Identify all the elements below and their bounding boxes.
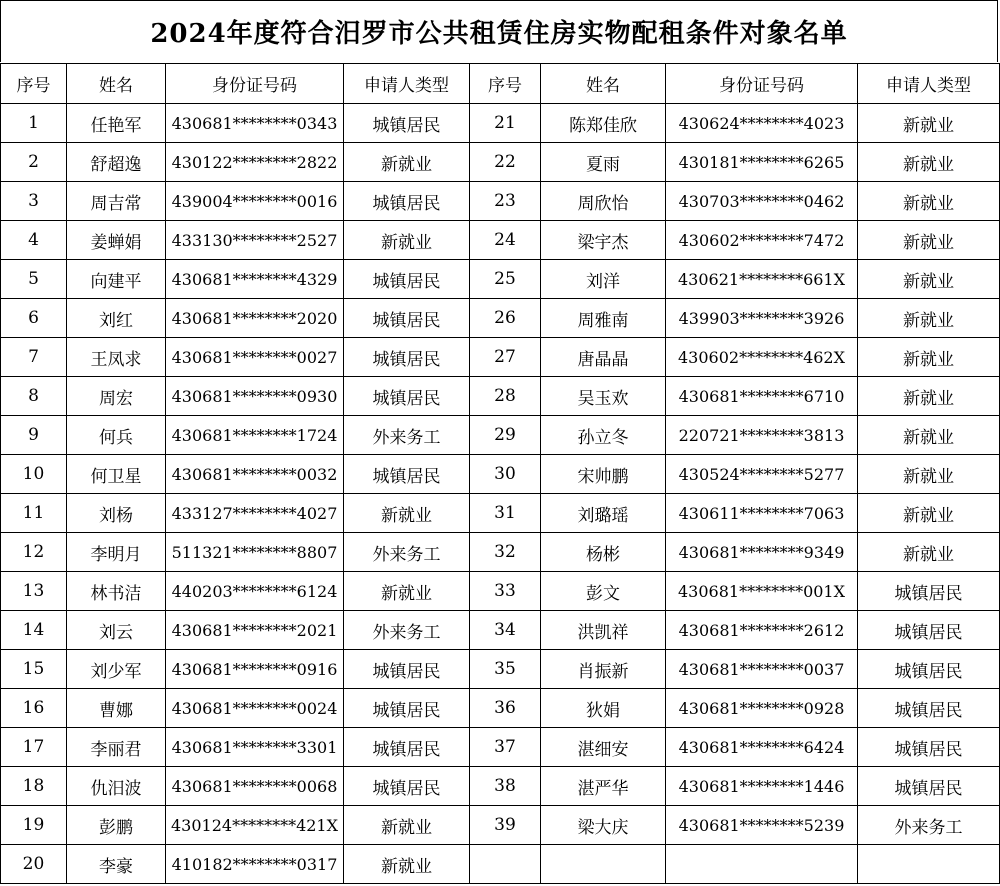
header-id: 身份证号码: [666, 64, 858, 104]
table-row: [1, 143, 1000, 182]
cell-type: 新就业: [858, 533, 1000, 572]
cell-type: 新就业: [858, 299, 1000, 338]
cell-type: 新就业: [858, 494, 1000, 533]
cell-no: 23: [470, 182, 541, 221]
cell-no: 19: [1, 806, 67, 845]
cell-no: 33: [470, 572, 541, 611]
table-row: [1, 377, 1000, 416]
cell-id: 430681********001X: [666, 572, 858, 611]
cell-id: 430681********9349: [666, 533, 858, 572]
cell-name: 周宏: [67, 377, 166, 416]
table-row: [1, 806, 1000, 845]
cell-type: 城镇居民: [858, 689, 1000, 728]
cell-name: 彭鹏: [67, 806, 166, 845]
cell-no: 6: [1, 299, 67, 338]
cell-no: 26: [470, 299, 541, 338]
cell-name: 吴玉欢: [541, 377, 666, 416]
cell-name: 陈郑佳欣: [541, 104, 666, 143]
cell-name: 舒超逸: [67, 143, 166, 182]
cell-id: 433127********4027: [166, 494, 344, 533]
cell-type: 外来务工: [858, 806, 1000, 845]
cell-name: 肖振新: [541, 650, 666, 689]
cell-name: 湛细安: [541, 728, 666, 767]
table-row: [1, 845, 1000, 884]
cell-type: 新就业: [344, 845, 470, 884]
cell-no: 8: [1, 377, 67, 416]
applicant-table: [0, 63, 1000, 884]
cell-no: 22: [470, 143, 541, 182]
cell-no: 18: [1, 767, 67, 806]
cell-no: 16: [1, 689, 67, 728]
cell-no: 25: [470, 260, 541, 299]
cell-type: [858, 845, 1000, 884]
cell-id: 439903********3926: [666, 299, 858, 338]
cell-id: 430703********0462: [666, 182, 858, 221]
cell-no: 10: [1, 455, 67, 494]
cell-name: 曹娜: [67, 689, 166, 728]
cell-type: 城镇居民: [344, 767, 470, 806]
cell-type: 新就业: [344, 494, 470, 533]
cell-type: 城镇居民: [858, 650, 1000, 689]
cell-id: 430621********661X: [666, 260, 858, 299]
cell-type: 新就业: [344, 572, 470, 611]
cell-type: 城镇居民: [344, 728, 470, 767]
header-id: 身份证号码: [166, 64, 344, 104]
cell-id: 430681********6710: [666, 377, 858, 416]
cell-name: 周吉常: [67, 182, 166, 221]
cell-name: 仇汨波: [67, 767, 166, 806]
cell-id: 430122********2822: [166, 143, 344, 182]
cell-name: 任艳军: [67, 104, 166, 143]
cell-name: 李丽君: [67, 728, 166, 767]
header-no: 序号: [470, 64, 541, 104]
cell-no: 21: [470, 104, 541, 143]
cell-type: 新就业: [858, 455, 1000, 494]
cell-name: 李明月: [67, 533, 166, 572]
cell-type: 新就业: [858, 377, 1000, 416]
cell-id: 430681********0024: [166, 689, 344, 728]
cell-name: 刘红: [67, 299, 166, 338]
cell-type: 城镇居民: [858, 728, 1000, 767]
cell-id: 430681********1446: [666, 767, 858, 806]
cell-name: 杨彬: [541, 533, 666, 572]
cell-id: 430681********3301: [166, 728, 344, 767]
cell-id: 430124********421X: [166, 806, 344, 845]
table-row: [1, 221, 1000, 260]
header-name: 姓名: [67, 64, 166, 104]
cell-name: 王凤求: [67, 338, 166, 377]
cell-type: 外来务工: [344, 533, 470, 572]
cell-id: 430681********4329: [166, 260, 344, 299]
cell-name: 宋帅鹏: [541, 455, 666, 494]
cell-id: 430681********0037: [666, 650, 858, 689]
cell-type: 新就业: [858, 104, 1000, 143]
table-row: [1, 689, 1000, 728]
table-row: [1, 611, 1000, 650]
cell-name: 刘少军: [67, 650, 166, 689]
cell-no: [470, 845, 541, 884]
cell-type: 城镇居民: [344, 260, 470, 299]
cell-name: 姜蝉娟: [67, 221, 166, 260]
table-row: [1, 728, 1000, 767]
cell-no: 29: [470, 416, 541, 455]
cell-no: 3: [1, 182, 67, 221]
header-type: 申请人类型: [344, 64, 470, 104]
cell-id: 430681********6424: [666, 728, 858, 767]
cell-name: 刘杨: [67, 494, 166, 533]
table-row: [1, 494, 1000, 533]
cell-id: 430681********0027: [166, 338, 344, 377]
cell-name: 何卫星: [67, 455, 166, 494]
cell-id: 410182********0317: [166, 845, 344, 884]
table-row: [1, 299, 1000, 338]
cell-type: 城镇居民: [858, 611, 1000, 650]
cell-id: 430681********0928: [666, 689, 858, 728]
cell-no: 37: [470, 728, 541, 767]
table-row: [1, 650, 1000, 689]
cell-no: 7: [1, 338, 67, 377]
cell-id: 430181********6265: [666, 143, 858, 182]
cell-no: 5: [1, 260, 67, 299]
cell-id: 430681********0916: [166, 650, 344, 689]
cell-type: 城镇居民: [858, 572, 1000, 611]
cell-name: 狄娟: [541, 689, 666, 728]
cell-name: 李豪: [67, 845, 166, 884]
cell-no: 30: [470, 455, 541, 494]
cell-id: 430602********7472: [666, 221, 858, 260]
cell-no: 11: [1, 494, 67, 533]
cell-name: 周雅南: [541, 299, 666, 338]
cell-name: 何兵: [67, 416, 166, 455]
cell-no: 31: [470, 494, 541, 533]
cell-no: 20: [1, 845, 67, 884]
cell-name: 湛严华: [541, 767, 666, 806]
cell-id: 430681********0343: [166, 104, 344, 143]
table-row: [1, 416, 1000, 455]
cell-type: 新就业: [858, 338, 1000, 377]
cell-no: 32: [470, 533, 541, 572]
cell-id: 430681********5239: [666, 806, 858, 845]
cell-type: 新就业: [858, 182, 1000, 221]
cell-name: 孙立冬: [541, 416, 666, 455]
cell-type: 新就业: [344, 143, 470, 182]
cell-id: 430681********2612: [666, 611, 858, 650]
cell-name: 唐晶晶: [541, 338, 666, 377]
cell-type: 新就业: [858, 143, 1000, 182]
cell-type: 新就业: [858, 416, 1000, 455]
table-row: [1, 338, 1000, 377]
cell-no: 27: [470, 338, 541, 377]
cell-id: [666, 845, 858, 884]
cell-no: 17: [1, 728, 67, 767]
cell-no: 13: [1, 572, 67, 611]
cell-type: 城镇居民: [344, 377, 470, 416]
cell-type: 城镇居民: [344, 299, 470, 338]
cell-name: 梁大庆: [541, 806, 666, 845]
cell-name: 夏雨: [541, 143, 666, 182]
cell-id: 430681********2021: [166, 611, 344, 650]
cell-id: 430681********2020: [166, 299, 344, 338]
cell-id: 430602********462X: [666, 338, 858, 377]
cell-no: 12: [1, 533, 67, 572]
table-row: [1, 104, 1000, 143]
cell-id: 439004********0016: [166, 182, 344, 221]
cell-type: 城镇居民: [858, 767, 1000, 806]
cell-type: 新就业: [858, 260, 1000, 299]
cell-name: 洪凯祥: [541, 611, 666, 650]
title-box: [0, 0, 998, 62]
table-row: [1, 260, 1000, 299]
cell-type: 城镇居民: [344, 689, 470, 728]
cell-id: 430624********4023: [666, 104, 858, 143]
cell-name: 刘璐瑶: [541, 494, 666, 533]
table-row: [1, 767, 1000, 806]
cell-id: 433130********2527: [166, 221, 344, 260]
cell-id: 430681********1724: [166, 416, 344, 455]
cell-id: 430681********0068: [166, 767, 344, 806]
cell-no: 14: [1, 611, 67, 650]
cell-no: 36: [470, 689, 541, 728]
cell-no: 39: [470, 806, 541, 845]
cell-type: 外来务工: [344, 611, 470, 650]
cell-no: 24: [470, 221, 541, 260]
cell-no: 35: [470, 650, 541, 689]
cell-type: 新就业: [344, 806, 470, 845]
cell-type: 城镇居民: [344, 650, 470, 689]
cell-id: 430524********5277: [666, 455, 858, 494]
header-type: 申请人类型: [858, 64, 1000, 104]
cell-id: 440203********6124: [166, 572, 344, 611]
cell-id: 430681********0930: [166, 377, 344, 416]
table-row: [1, 455, 1000, 494]
cell-no: 1: [1, 104, 67, 143]
cell-name: 林书洁: [67, 572, 166, 611]
cell-name: [541, 845, 666, 884]
cell-type: 城镇居民: [344, 338, 470, 377]
cell-id: 430681********0032: [166, 455, 344, 494]
table-row: [1, 572, 1000, 611]
cell-type: 外来务工: [344, 416, 470, 455]
cell-no: 9: [1, 416, 67, 455]
cell-no: 2: [1, 143, 67, 182]
cell-id: 511321********8807: [166, 533, 344, 572]
table-header-row: [1, 64, 1000, 104]
page-title: 2024年度符合汨罗市公共租赁住房实物配租条件对象名单: [150, 19, 848, 49]
cell-name: 彭文: [541, 572, 666, 611]
cell-name: 刘洋: [541, 260, 666, 299]
cell-name: 梁宇杰: [541, 221, 666, 260]
cell-type: 城镇居民: [344, 104, 470, 143]
header-no: 序号: [1, 64, 67, 104]
cell-type: 城镇居民: [344, 455, 470, 494]
table-row: [1, 533, 1000, 572]
cell-no: 28: [470, 377, 541, 416]
cell-id: 430611********7063: [666, 494, 858, 533]
cell-no: 15: [1, 650, 67, 689]
cell-type: 新就业: [344, 221, 470, 260]
cell-type: 新就业: [858, 221, 1000, 260]
cell-no: 4: [1, 221, 67, 260]
cell-no: 34: [470, 611, 541, 650]
table-row: [1, 182, 1000, 221]
cell-id: 220721********3813: [666, 416, 858, 455]
header-name: 姓名: [541, 64, 666, 104]
cell-name: 向建平: [67, 260, 166, 299]
cell-type: 城镇居民: [344, 182, 470, 221]
cell-name: 周欣怡: [541, 182, 666, 221]
cell-no: 38: [470, 767, 541, 806]
cell-name: 刘云: [67, 611, 166, 650]
